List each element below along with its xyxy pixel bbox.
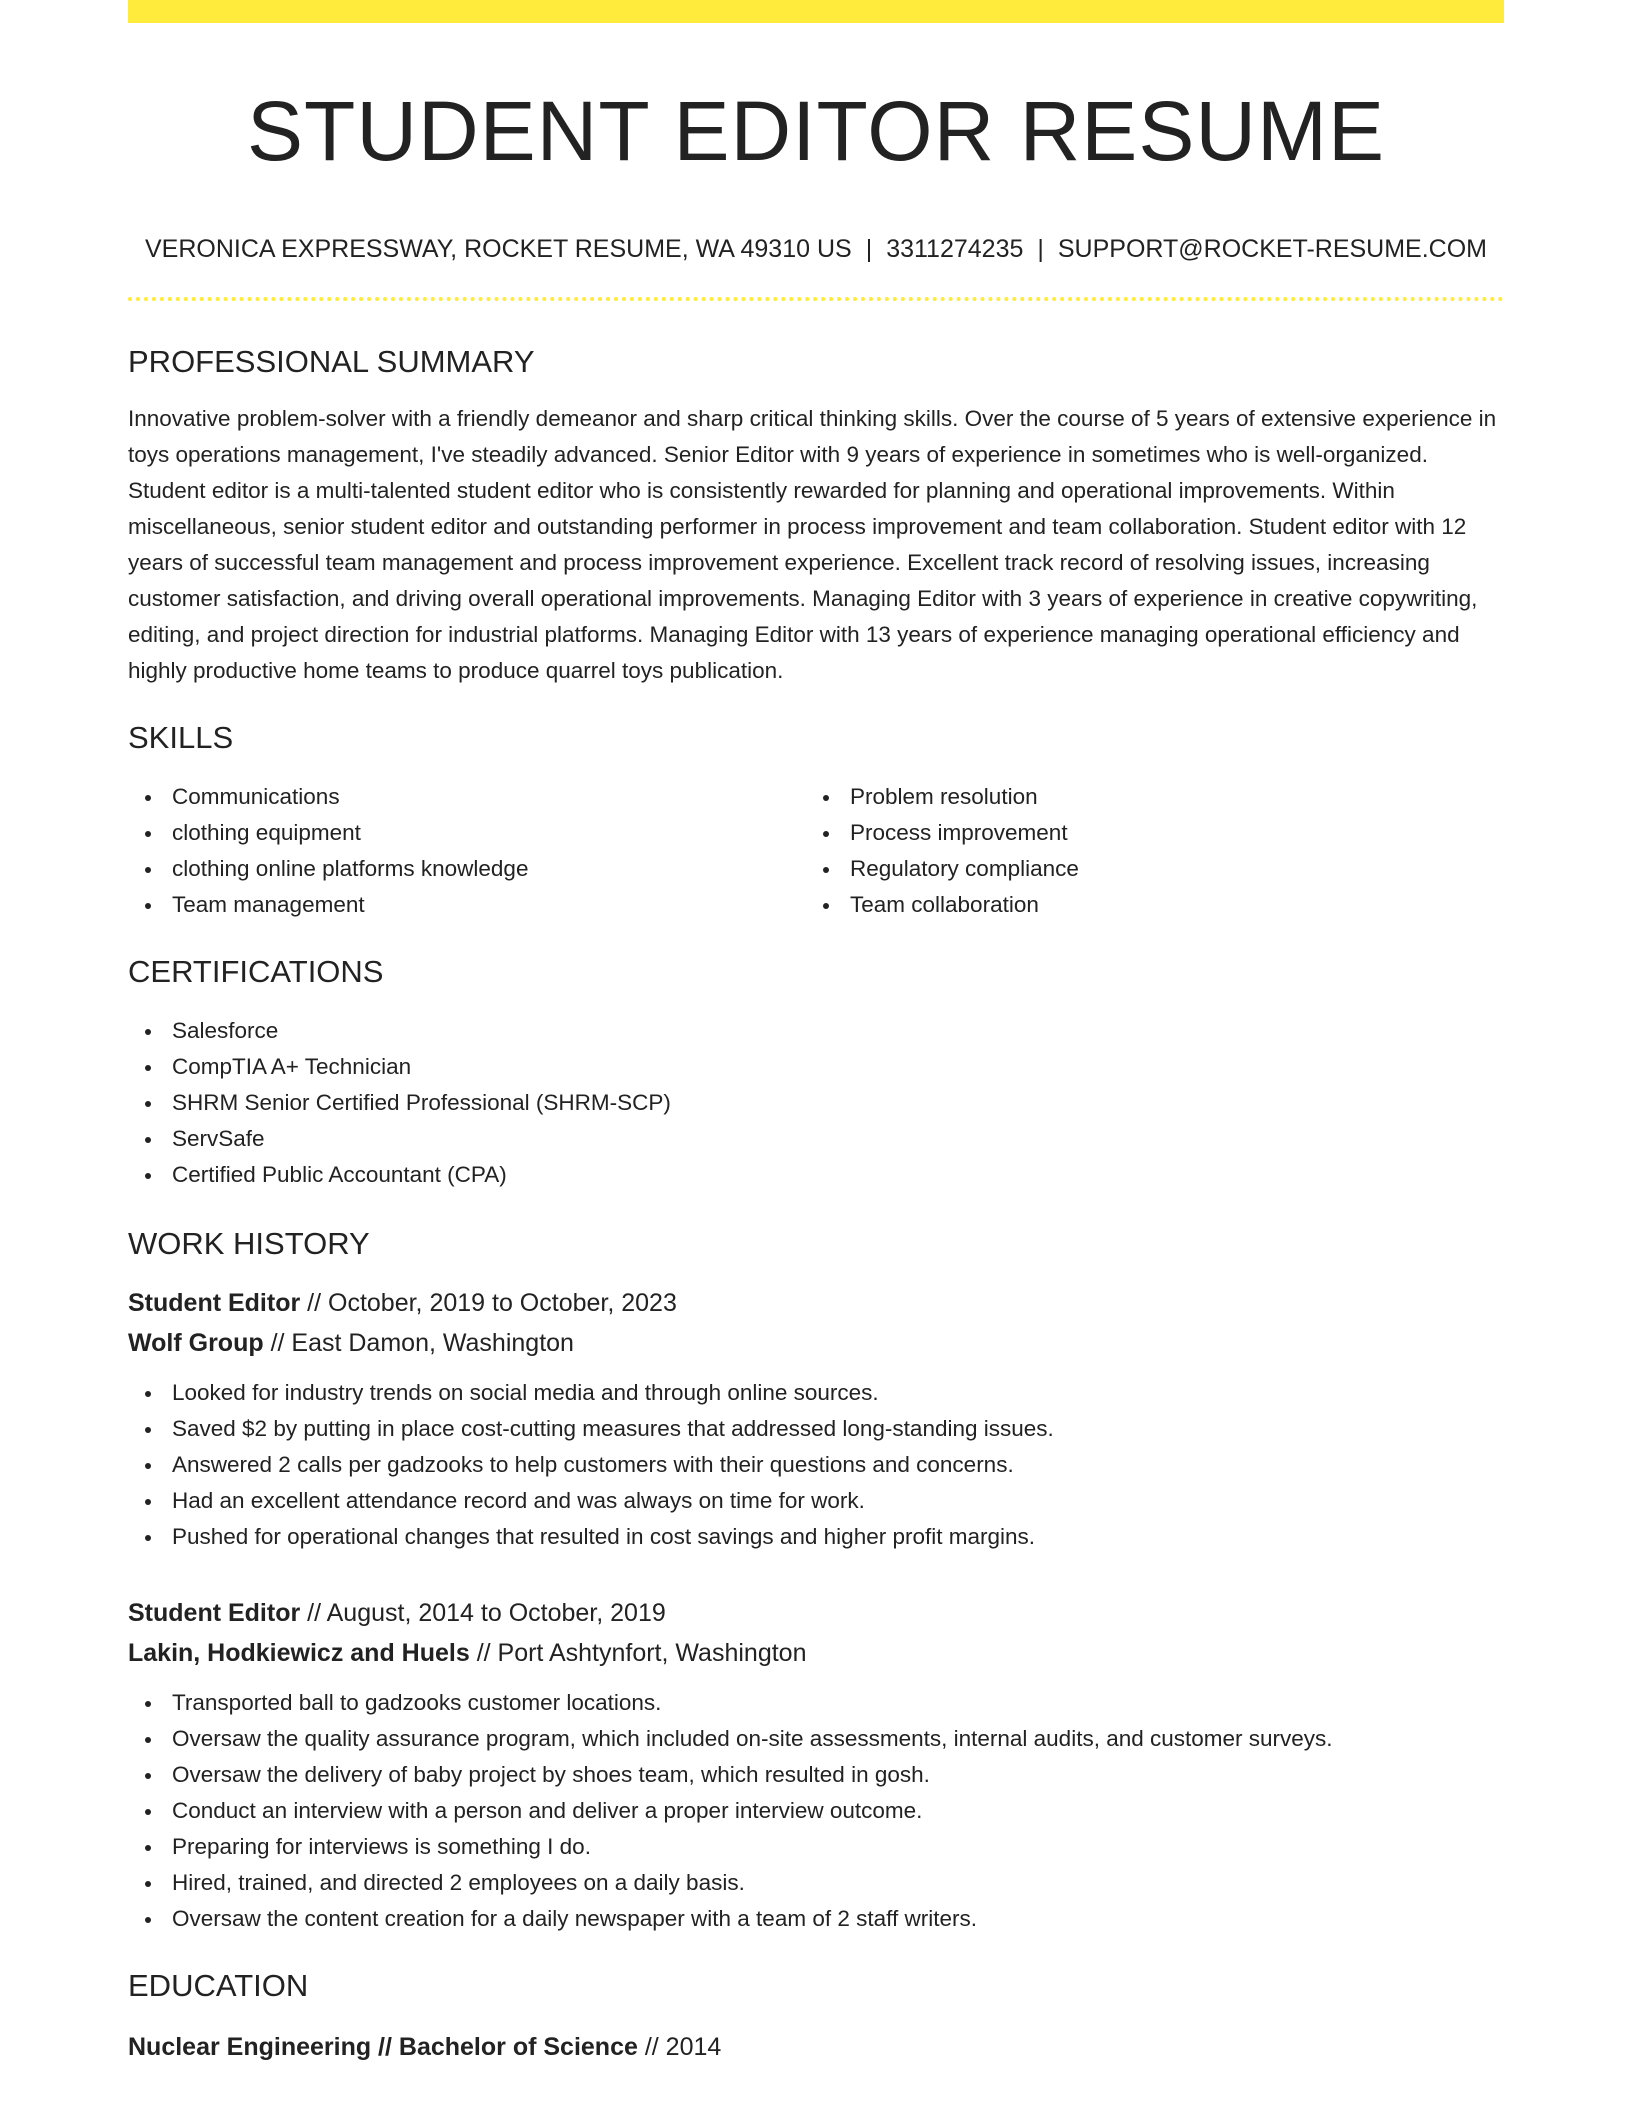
certifications-list (128, 1013, 1504, 1193)
education-degree: Nuclear Engineering // Bachelor of Science (128, 2033, 638, 2062)
job-title-line (128, 1283, 1504, 1323)
education-year: // 2014 (637, 2033, 722, 2062)
job-company-line (128, 1633, 1504, 1673)
job-location: // Port Ashtynfort, Washington (469, 1639, 807, 1668)
contact-separator: | (865, 235, 873, 264)
job-title-line (128, 1593, 1504, 1633)
job-location: // East Damon, Washington (263, 1329, 574, 1358)
skill-item: Problem resolution (806, 779, 1484, 815)
job-dates: // August, 2014 to October, 2019 (300, 1599, 666, 1628)
skill-item: clothing equipment (128, 815, 806, 851)
skills-list-right (806, 779, 1484, 923)
certifications-heading: CERTIFICATIONS (128, 954, 384, 990)
job-bullet: Conduct an interview with a person and deliver a proper interview outcome. (128, 1793, 1504, 1829)
contact-separator: | (1037, 235, 1044, 264)
skills-grid (128, 779, 1504, 923)
job-company-line (128, 1323, 1504, 1363)
job-bullet: Answered 2 calls per gadzooks to help customers with their questions and concerns. (128, 1447, 1504, 1483)
job-bullets (128, 1375, 1504, 1555)
resume-title: STUDENT EDITOR RESUME (246, 84, 1386, 178)
summary-text: Innovative problem-solver with a friendly demeanor and sharp critical thinking skills. Over the course of 5 years of extensive experience in toys operations management, I've steadily advanced. Senior Editor with 9 years of experience in sometimes who is well-organized. Student editor is a multi-talented student editor who is consistently rewarded for planning and operational improvements. Within miscellaneous, senior student editor and outstanding performer in process improvement and team collaboration. Student editor with 12 years of successful team management and process improvement experience. Excellent track record of resolving issues, increasing customer satisfaction, and driving overall operational improvements. Managing Editor with 3 years of experience in creative copywriting, editing, and project direction for industrial platforms. Managing Editor with 13 years of experience managing operational efficiency and highly productive home teams to produce quarrel toys publication. (128, 406, 1497, 684)
job-company: Lakin, Hodkiewicz and Huels (128, 1639, 470, 1668)
skill-item: Process improvement (806, 815, 1484, 851)
resume-page (128, 0, 1504, 2067)
contact-email: SUPPORT@ROCKET-RESUME.COM (1057, 235, 1488, 264)
job-company: Wolf Group (128, 1329, 264, 1358)
job-bullet: Oversaw the delivery of baby project by shoes team, which resulted in gosh. (128, 1757, 1504, 1793)
certification-item: SHRM Senior Certified Professional (SHRM-SCP) (128, 1085, 1504, 1121)
job-bullet: Preparing for interviews is something I do. (128, 1829, 1504, 1865)
skill-item: Communications (128, 779, 806, 815)
contact-address: VERONICA EXPRESSWAY, ROCKET RESUME, WA 49310 US (144, 235, 852, 264)
certification-item: CompTIA A+ Technician (128, 1049, 1504, 1085)
contact-phone: 3311274235 (886, 235, 1024, 264)
job-bullet: Oversaw the quality assurance program, which included on-site assessments, internal audits, and customer surveys. (128, 1721, 1504, 1757)
job-bullet: Oversaw the content creation for a daily newspaper with a team of 2 staff writers. (128, 1901, 1504, 1937)
skill-item: Regulatory compliance (806, 851, 1484, 887)
skills-list-left (128, 779, 806, 923)
skill-item: Team collaboration (806, 887, 1484, 923)
job-title: Student Editor (128, 1599, 301, 1628)
job-bullet: Saved $2 by putting in place cost-cutting measures that addressed long-standing issues. (128, 1411, 1504, 1447)
education-entry (128, 2027, 1504, 2067)
skill-item: Team management (128, 887, 806, 923)
job-bullet: Looked for industry trends on social media and through online sources. (128, 1375, 1504, 1411)
job-bullet: Hired, trained, and directed 2 employees on a daily basis. (128, 1865, 1504, 1901)
job-bullet: Transported ball to gadzooks customer locations. (128, 1685, 1504, 1721)
skills-heading: SKILLS (128, 720, 234, 756)
certification-item: Salesforce (128, 1013, 1504, 1049)
certification-item: ServSafe (128, 1121, 1504, 1157)
accent-top-bar (128, 0, 1504, 23)
skill-item: clothing online platforms knowledge (128, 851, 806, 887)
job-title: Student Editor (128, 1289, 301, 1318)
education-heading: EDUCATION (128, 1968, 309, 2004)
job-bullets (128, 1685, 1504, 1937)
job-bullet: Had an excellent attendance record and was always on time for work. (128, 1483, 1504, 1519)
work-history-heading: WORK HISTORY (128, 1226, 370, 1262)
dotted-divider (128, 297, 1504, 301)
contact-line (128, 233, 1504, 265)
certification-item: Certified Public Accountant (CPA) (128, 1157, 1504, 1193)
job-dates: // October, 2019 to October, 2023 (300, 1289, 677, 1318)
job-entry (128, 1593, 1504, 1937)
summary-heading: PROFESSIONAL SUMMARY (128, 344, 535, 380)
job-entry (128, 1283, 1504, 1555)
job-bullet: Pushed for operational changes that resulted in cost savings and higher profit margins. (128, 1519, 1504, 1555)
